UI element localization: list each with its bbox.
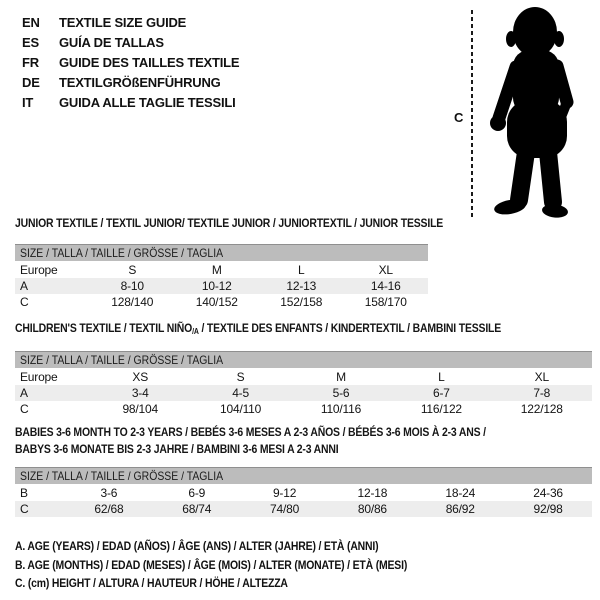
language-title: GUÍA DE TALLAS xyxy=(59,35,164,50)
size-cell: 110/116 xyxy=(320,402,362,416)
language-title: GUIDA ALLE TAGLIE TESSILI xyxy=(59,95,236,110)
language-row xyxy=(22,93,239,113)
babies-size-header-bar: SIZE / TALLA / TAILLE / GRÖSSE / TAGLIA xyxy=(15,467,592,484)
size-cell: 86/92 xyxy=(416,501,504,517)
size-cell: 12-18 xyxy=(357,486,388,500)
table-row xyxy=(15,485,592,501)
junior-textile-section xyxy=(15,216,444,310)
children-textile-section xyxy=(15,321,592,417)
language-title: TEXTILGRÖßENFÜHRUNG xyxy=(59,75,221,90)
size-cell: 3-4 xyxy=(90,385,190,401)
babies-section-heading: BABIES 3-6 MONTH TO 2-3 YEARS / BEBÉS 3-6 MESES A 2-3 AÑOS / BÉBÉS 3-6 MOIS À 2-3 ANS / BABYS 3-6 MONATE BIS 2-3 JAHRE / BAMBINI 3-6 MESI A 2-3 ANNI xyxy=(15,425,486,456)
size-cell: 7-8 xyxy=(492,385,592,401)
size-cell: 152/158 xyxy=(280,295,323,309)
size-cell: 68/74 xyxy=(153,501,241,517)
language-title: TEXTILE SIZE GUIDE xyxy=(59,15,187,30)
row-label: Europe xyxy=(20,370,58,384)
size-cell: 122/128 xyxy=(520,402,563,416)
size-cell: 158/170 xyxy=(364,295,407,309)
language-title: GUIDE DES TAILLES TEXTILE xyxy=(59,55,240,70)
size-cell: XS xyxy=(132,370,148,384)
children-section-heading: CHILDREN'S TEXTILE / TEXTIL $NIÑO_{/A}$ / TEXTILE DES ENFANTS / KINDERTEXTIL / BAMBINI TESSILE xyxy=(15,321,502,336)
size-cell: 128/140 xyxy=(111,295,154,309)
heading-subscript: /A xyxy=(192,327,199,336)
size-cell: 104/110 xyxy=(220,402,262,416)
language-row xyxy=(22,53,239,73)
children-size-table xyxy=(15,369,592,417)
size-cell: L xyxy=(438,370,445,384)
size-cell: 62/68 xyxy=(65,501,153,517)
size-cell: 116/122 xyxy=(420,402,462,416)
note-age-months: B. AGE (MONTHS) / EDAD (MESES) / ÂGE (MOIS) / ALTER (MONATE) / ETÀ (MESI) xyxy=(15,557,408,572)
size-cell: 6-7 xyxy=(391,385,491,401)
table-row xyxy=(15,262,428,278)
language-row xyxy=(22,73,239,93)
table-row xyxy=(15,401,592,417)
junior-size-header-bar: SIZE / TALLA / TAILLE / GRÖSSE / TAGLIA xyxy=(15,244,428,261)
size-cell: 92/98 xyxy=(504,501,592,517)
size-cell: 4-5 xyxy=(190,385,290,401)
row-label: C xyxy=(20,295,29,309)
language-code: IT xyxy=(22,95,34,110)
babies-size-table xyxy=(15,485,592,517)
size-cell: 80/86 xyxy=(328,501,416,517)
size-cell: 12-13 xyxy=(259,278,344,294)
size-cell: 6-9 xyxy=(188,486,206,500)
table-row xyxy=(15,278,428,294)
note-height-cm: C. (cm) HEIGHT / ALTURA / HAUTEUR / HÖHE / ALTEZZA xyxy=(15,576,288,590)
size-cell: 74/80 xyxy=(241,501,329,517)
height-dashed-line xyxy=(471,10,473,218)
legend-notes xyxy=(15,537,466,593)
row-label: B xyxy=(20,486,28,500)
junior-section-heading: JUNIOR TEXTILE / TEXTIL JUNIOR/ TEXTILE JUNIOR / JUNIORTEXTIL / JUNIOR TESSILE xyxy=(15,216,444,230)
babies-textile-section xyxy=(15,424,592,517)
size-cell: 18-24 xyxy=(445,486,476,500)
size-cell: 5-6 xyxy=(291,385,391,401)
size-cell: 14-16 xyxy=(344,278,429,294)
table-row xyxy=(15,501,592,517)
size-cell: S xyxy=(236,370,245,384)
row-label: C xyxy=(20,402,29,416)
size-cell: M xyxy=(336,370,346,384)
size-cell: 24-36 xyxy=(533,486,563,500)
language-code: ES xyxy=(22,35,39,50)
note-age-years: A. AGE (YEARS) / EDAD (AÑOS) / ÂGE (ANS) / ALTER (JAHRE) / ETÀ (ANNI) xyxy=(15,539,379,553)
junior-size-table xyxy=(15,262,428,310)
size-cell: 9-12 xyxy=(272,486,297,500)
language-row xyxy=(22,33,239,53)
table-row xyxy=(15,294,428,310)
size-cell: 8-10 xyxy=(90,278,175,294)
table-row xyxy=(15,369,592,385)
height-measure-figure xyxy=(440,0,600,230)
row-label: Europe xyxy=(20,263,58,277)
row-label: A xyxy=(15,385,90,401)
children-size-header-bar: SIZE / TALLA / TAILLE / GRÖSSE / TAGLIA xyxy=(15,351,592,368)
language-code: FR xyxy=(22,55,39,70)
size-cell: XL xyxy=(378,263,393,277)
size-cell: 10-12 xyxy=(175,278,260,294)
row-label: C xyxy=(15,501,65,517)
language-code: DE xyxy=(22,75,40,90)
table-row xyxy=(15,385,592,401)
size-cell: 3-6 xyxy=(100,486,118,500)
size-cell: XL xyxy=(534,370,549,384)
height-measure-label: C xyxy=(454,110,464,125)
row-label: A xyxy=(15,278,90,294)
language-code: EN xyxy=(22,15,40,30)
size-cell: L xyxy=(298,263,305,277)
language-row xyxy=(22,13,239,33)
size-cell: 98/104 xyxy=(122,402,158,416)
baby-silhouette-icon xyxy=(482,4,597,222)
size-cell: M xyxy=(211,263,222,277)
size-cell: 140/152 xyxy=(195,295,238,309)
language-title-block xyxy=(22,13,239,113)
size-cell: S xyxy=(128,263,137,277)
